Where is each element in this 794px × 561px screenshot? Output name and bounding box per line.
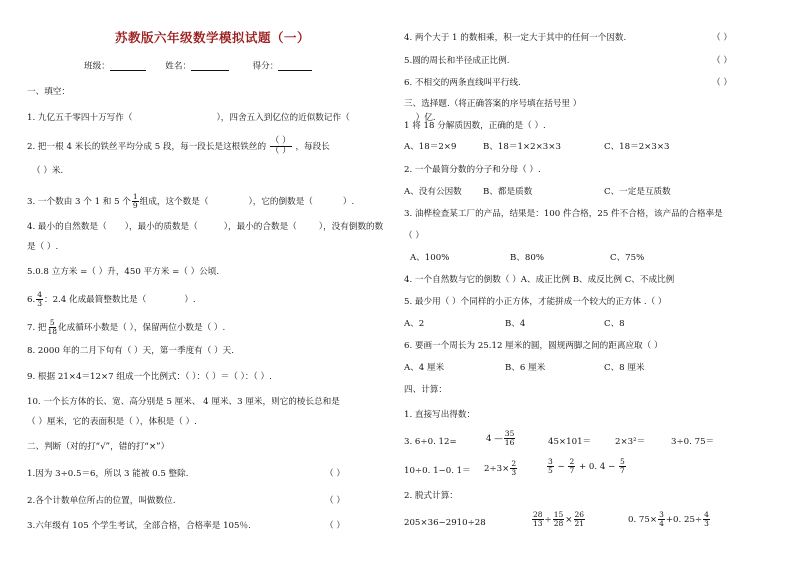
choice-2-option-b[interactable]: B、都是质数 — [483, 187, 533, 197]
calc-7: 2÷3× $\frac{2}{3}$ — [484, 459, 517, 477]
judge-3-answer[interactable]: （ ） — [325, 521, 345, 531]
choice-3-option-c[interactable]: C、75% — [610, 253, 645, 263]
choice-6-option-a[interactable]: A、4 厘米 — [404, 363, 445, 373]
choice-5-option-c[interactable]: C、8 — [604, 319, 625, 329]
judge-4: 4. 两个大于 1 的数相乘，积一定大于其中的任何一个因数. — [404, 33, 627, 43]
choice-1-option-c[interactable]: C、18＝2×3×3 — [604, 142, 670, 152]
section-fill-blank: 一、填空： — [27, 87, 70, 97]
choice-3-option-b[interactable]: B、80% — [510, 253, 545, 263]
question-10: 10. 一个长方体的长、宽、高分别是 5 厘米、 4 厘米、3 厘米，则它的棱长总和是 — [27, 397, 340, 407]
question-2: 2. 把一根 4 米长的铁丝平均分成 5 段，每一段长是这根铁丝的 $\frac{( )}{( )}$ ，每段长 — [27, 136, 330, 157]
judge-1-answer[interactable]: （ ） — [325, 469, 345, 479]
choice-5-option-a[interactable]: A、2 — [404, 319, 425, 329]
page-title: 苏教版六年级数学模拟试题（一） — [115, 30, 311, 45]
score-label: 得分： — [252, 61, 279, 72]
calc-4: 2×3²＝ — [615, 437, 646, 447]
expr-3: 0. 75× $\frac{3}{4}$ +0. 25÷ $\frac{4}{3}$ — [628, 510, 709, 528]
expr-1: 205×36−2910÷28 — [404, 518, 486, 528]
question-8: 8. 2000 年的二月下旬有（ ）天，第一季度有（ ）天. — [27, 346, 235, 356]
question-1: 1. 九亿五千零四十万写作（ ），四舍五入到亿位的近似数记作（ ）亿. — [27, 113, 436, 123]
calc-3: 45×101＝ — [548, 437, 592, 447]
judge-2-answer[interactable]: （ ） — [325, 496, 345, 506]
question-10-cont: （ ）厘米，它的表面积是（ ），体积是（ ）. — [27, 417, 197, 427]
score-field[interactable] — [278, 62, 312, 71]
class-label: 班级： — [84, 61, 110, 72]
judge-3: 3.六年级有 105 个学生考试，全部合格，合格率是 105％. — [27, 521, 251, 531]
section-choice: 三、选择题.（将正确答案的序号填在括号里 ） — [404, 99, 582, 109]
student-info-row — [84, 62, 312, 71]
judge-4-answer[interactable]: （ ） — [712, 33, 732, 43]
section-true-false: 二、判断（对的打“√”，错的打“×”） — [27, 442, 170, 452]
question-6: 6. $\frac{4}{3}$ ：2.4 化成最简整数比是（ ）. — [27, 290, 196, 308]
name-field[interactable] — [191, 62, 229, 71]
calc-6: 10÷0. 1−0. 1＝ — [404, 466, 471, 476]
section-calculation: 四、计算： — [404, 385, 447, 395]
choice-6-option-b[interactable]: B、6 厘米 — [505, 363, 546, 373]
choice-5-option-b[interactable]: B、4 — [505, 319, 526, 329]
calc-5: 3÷0. 75＝ — [671, 437, 715, 447]
choice-2-option-c[interactable]: C、一定是互质数 — [604, 187, 671, 197]
calc-1: 3. 6÷0. 12= — [404, 437, 457, 447]
question-9: 9. 根据 21×4＝12×7 组成一个比例式：（ ）：（ ）＝（ ）：（ ）. — [27, 372, 272, 382]
calc-2: 4 — $\frac{35}{16}$ — [486, 429, 515, 447]
choice-3-blank[interactable]: （ ） — [404, 231, 424, 241]
question-4-cont: 是（ ）. — [27, 242, 59, 252]
question-4: 4. 最小的自然数是（ ），最小的质数是（ ），最小的合数是（ ），没有倒数的数 — [27, 222, 384, 232]
choice-1-option-b[interactable]: B、18＝1×2×3×3 — [483, 142, 561, 152]
name-label: 姓名： — [165, 61, 192, 72]
class-field[interactable] — [110, 62, 146, 71]
question-2-cont: （ ）米. — [32, 166, 64, 176]
choice-5: 5. 最少用（ ）个同样的小正方体，才能拼成一个较大的正方体 .（ ） — [404, 297, 667, 307]
choice-2-option-a[interactable]: A、没有公因数 — [404, 187, 462, 197]
choice-3-option-a[interactable]: A、100% — [410, 253, 450, 263]
choice-1-option-a[interactable]: A、18＝2×9 — [404, 142, 457, 152]
choice-6: 6. 要画一个周长为 25.12 厘米的圆，圆规两脚之间的距离应取（ ） — [404, 341, 663, 351]
judge-5-answer[interactable]: （ ） — [712, 56, 732, 66]
expr-2: $\frac{28}{13}$ ÷ $\frac{15}{28}$ × $\frac{26}{21}$ — [533, 510, 585, 528]
judge-6-answer[interactable]: （ ） — [712, 78, 732, 88]
calc-direct-title: 1. 直接写出得数： — [404, 410, 476, 420]
judge-2: 2.各个计数单位所占的位置，叫做数位. — [27, 496, 176, 506]
choice-2: 2. 一个最简分数的分子和分母（ ）. — [404, 165, 541, 175]
calc-stepwise-title: 2. 脱式计算： — [404, 491, 458, 501]
choice-1: 1 将 18 分解质因数，正确的是（ ）. — [404, 121, 546, 131]
calc-8: $\frac{3}{5}$ − $\frac{2}{7}$ + 0. 4 − $\frac{5}{7}$ — [548, 457, 625, 475]
judge-6: 6. 不相交的两条直线叫平行线. — [404, 78, 521, 88]
choice-4: 4. 一个自然数与它的倒数（ ）A、成正比例 B、成反比例 C、不成比例 — [404, 275, 675, 285]
question-7: 7. 把 $\frac{5}{18}$ 化成循环小数是（ ），保留两位小数是（ ）. — [27, 318, 226, 336]
question-3: 3. 一个数由 3 个 1 和 5 个 $\frac{1}{9}$ 组成，这个数是（ ），它的倒数是（ ）. — [27, 192, 355, 210]
choice-6-option-c[interactable]: C、8 厘米 — [604, 363, 645, 373]
judge-1: 1.因为 3÷0.5＝6，所以 3 能被 0.5 整除. — [27, 469, 189, 479]
question-5: 5.0.8 立方米 =（ ）升，450 平方米 =（ ）公顷. — [27, 267, 220, 277]
judge-5: 5.圆的周长和半径成正比例. — [404, 56, 510, 66]
choice-3: 3. 油桦检查某工厂的产品，结果是：100 件合格，25 件不合格，该产品的合格率是 — [404, 209, 723, 219]
